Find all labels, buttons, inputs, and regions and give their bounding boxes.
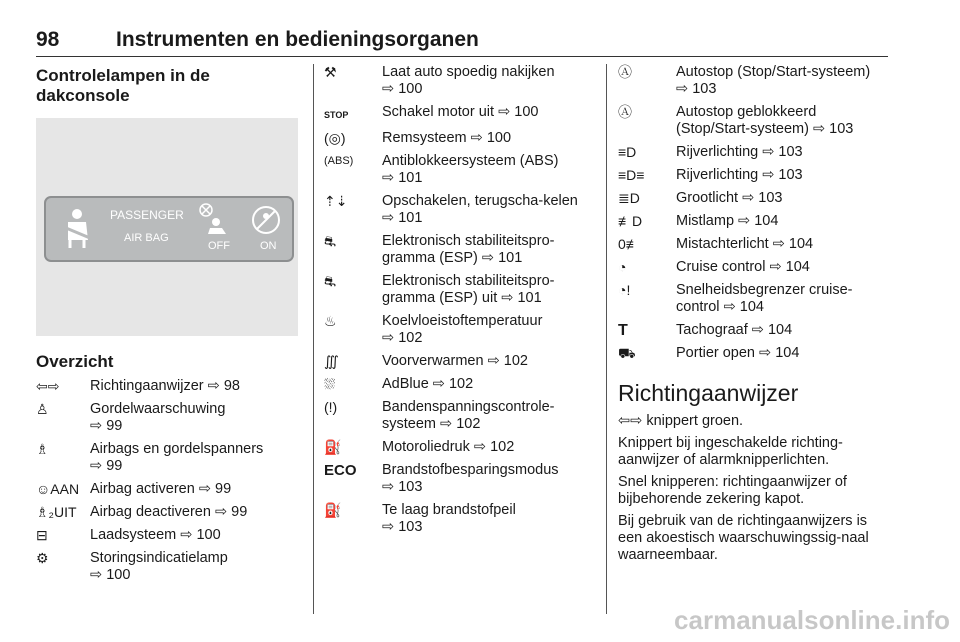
entry-label: AdBlue xyxy=(382,376,429,392)
entry-label: Snelheidsbegrenzer cruise-control xyxy=(676,282,853,315)
ref-arrow-icon: ⇨ xyxy=(498,104,511,120)
list-item xyxy=(618,259,888,276)
ref-arrow-icon: ⇨ xyxy=(762,144,775,160)
page-reference[interactable]: ⇨ 103 xyxy=(762,167,803,183)
page-reference[interactable]: ⇨ 101 xyxy=(382,210,423,226)
page-reference[interactable]: ⇨ 103 xyxy=(382,519,423,535)
airbag-icon: ♗ xyxy=(36,441,49,457)
overview-list xyxy=(36,378,304,584)
entry-label: Bandenspanningscontrole-systeem xyxy=(382,399,555,432)
tachograph-icon: T xyxy=(618,322,628,339)
eco-icon: ECO xyxy=(324,462,357,479)
list-item xyxy=(618,322,888,339)
section-heading: Richtingaanwijzer xyxy=(618,380,799,406)
seatbelt-icon xyxy=(60,208,96,250)
page-reference[interactable]: ⇨ 102 xyxy=(432,376,474,392)
page-reference[interactable]: ⇨ 100 xyxy=(180,527,221,543)
list-item xyxy=(324,313,590,347)
roof-console-photo xyxy=(36,118,298,336)
list-item xyxy=(324,353,590,370)
page-reference[interactable]: ⇨ 103 xyxy=(812,121,854,137)
list-item xyxy=(36,481,304,498)
ref-arrow-icon: ⇨ xyxy=(382,170,395,186)
glow-plug-icon: ∭ xyxy=(324,353,339,369)
page-reference[interactable]: ⇨ 103 xyxy=(742,190,783,206)
chapter-title: Instrumenten en bedieningsorganen xyxy=(116,28,479,51)
ref-arrow-icon: ⇨ xyxy=(90,418,103,434)
overview-heading: Overzicht xyxy=(36,352,114,371)
ref-arrow-icon: ⇨ xyxy=(382,330,395,346)
ref-arrow-icon: ⇨ xyxy=(772,236,785,252)
list-item xyxy=(618,167,888,184)
entry-label: Tachograaf xyxy=(676,322,748,338)
entry-label: Voorverwarmen xyxy=(382,353,484,369)
paragraph: ⇦⇨ knippert groen. xyxy=(618,413,744,429)
page-reference[interactable]: ⇨ 104 xyxy=(738,213,779,229)
page-reference[interactable]: ⇨ 99 xyxy=(198,481,232,497)
entry-label: Te laag brandstofpeil xyxy=(382,502,516,518)
column-divider xyxy=(606,64,607,614)
page-reference[interactable]: ⇨ 100 xyxy=(498,104,539,120)
esp-icon: ⛐ xyxy=(324,233,337,249)
ref-arrow-icon: ⇨ xyxy=(432,376,445,392)
list-item xyxy=(324,153,590,187)
brake-system-icon: (◎) xyxy=(324,130,346,146)
list-item xyxy=(324,376,590,393)
list-item xyxy=(618,190,888,207)
list-item xyxy=(36,401,304,435)
ref-arrow-icon: ⇨ xyxy=(676,81,689,97)
list-item xyxy=(618,345,888,362)
ref-arrow-icon: ⇨ xyxy=(198,481,211,497)
autostop-icon: Ⓐ xyxy=(618,64,632,80)
ref-arrow-icon: ⇨ xyxy=(759,345,772,361)
page-reference[interactable]: ⇨ 100 xyxy=(90,567,131,583)
panel-text-off: OFF xyxy=(208,240,230,252)
ref-arrow-icon: ⇨ xyxy=(180,527,193,543)
list-item xyxy=(36,550,304,584)
list-item xyxy=(324,399,590,433)
page-header xyxy=(36,22,888,57)
entry-label: Antiblokkeersysteem (ABS) xyxy=(382,153,559,169)
panel-text-airbag: AIR BAG xyxy=(124,232,169,244)
fog-lamp-icon: ≢D xyxy=(618,213,643,229)
ref-arrow-icon: ⇨ xyxy=(769,259,782,275)
entry-label: Autostop geblokkeerd (Stop/Start-systeem) xyxy=(676,104,817,137)
battery-icon: ⊟ xyxy=(36,527,48,543)
page-reference[interactable]: ⇨ 103 xyxy=(676,81,717,97)
cruise-control-icon: ◔ xyxy=(618,259,627,275)
entry-label: Airbags en gordelspanners xyxy=(90,441,264,457)
airbag-on-icon: ☺AAN xyxy=(36,481,80,497)
panel-text-on: ON xyxy=(260,240,277,252)
ref-arrow-icon: ⇨ xyxy=(382,519,395,535)
speed-limiter-icon: ◔! xyxy=(618,282,631,298)
entry-label: Mistlamp xyxy=(676,213,735,229)
list-item xyxy=(36,441,304,475)
watermark: carmanualsonline.info xyxy=(674,605,950,635)
list-item xyxy=(324,104,590,124)
entry-label: Laadsysteem xyxy=(90,527,177,543)
page-reference[interactable]: ⇨ 104 xyxy=(769,259,810,275)
page-reference[interactable]: ⇨ 104 xyxy=(751,322,793,338)
door-open-icon: ⛟ xyxy=(618,345,636,361)
page-reference[interactable]: ⇨ 99 xyxy=(214,504,248,520)
entry-label: Airbag deactiveren xyxy=(90,504,211,520)
airbag-off-icon: ♗₂UIT xyxy=(36,504,77,520)
entry-label: Elektronisch stabiliteitspro-gramma (ESP) uit xyxy=(382,273,555,306)
page-reference[interactable]: ⇨ 104 xyxy=(723,299,764,315)
paragraph: Knippert bij ingeschakelde richting-aanwijzer of alarmknipperlichten. xyxy=(618,435,843,468)
ref-arrow-icon: ⇨ xyxy=(501,290,514,306)
low-beam-icon: ≡D xyxy=(618,144,637,160)
ref-arrow-icon: ⇨ xyxy=(742,190,755,206)
entry-label: Remsysteem xyxy=(382,130,467,146)
entry-label: Koelvloeistoftemperatuur xyxy=(382,313,543,329)
ref-arrow-icon: ⇨ xyxy=(382,210,395,226)
list-item xyxy=(618,236,888,253)
ref-arrow-icon: ⇨ xyxy=(723,299,736,315)
oil-pressure-icon: ⛽ xyxy=(324,439,342,455)
list-item xyxy=(36,527,304,544)
airbag-off-icon xyxy=(196,202,232,236)
column-left xyxy=(36,64,304,590)
entry-label: Cruise control xyxy=(676,259,766,275)
list-item xyxy=(618,104,888,138)
ref-arrow-icon: ⇨ xyxy=(762,167,775,183)
seatbelt-reminder-icon: ♙ xyxy=(36,401,49,417)
adblue-icon: ⛆ xyxy=(324,376,336,392)
column-middle xyxy=(324,64,590,542)
page-reference[interactable]: ⇨ 102 xyxy=(487,353,528,369)
list-item xyxy=(324,502,590,536)
entry-label: Schakel motor uit xyxy=(382,104,495,120)
turn-signal-icon: ⇦⇨ xyxy=(36,378,60,394)
ref-arrow-icon: ⇨ xyxy=(751,322,764,338)
list-item xyxy=(618,213,888,230)
ref-arrow-icon: ⇨ xyxy=(473,439,487,455)
stop-icon: STOP xyxy=(324,110,349,120)
entry-label: Laat auto spoedig nakijken xyxy=(382,64,555,80)
ref-arrow-icon: ⇨ xyxy=(470,130,483,146)
entry-label: Grootlicht xyxy=(676,190,739,206)
ref-arrow-icon: ⇨ xyxy=(487,353,500,369)
list-item xyxy=(324,462,590,496)
list-item xyxy=(36,378,304,395)
ref-arrow-icon: ⇨ xyxy=(812,121,826,137)
page-reference[interactable]: ⇨ 101 xyxy=(481,250,523,266)
list-item xyxy=(618,282,888,316)
esp-off-icon: ⛐ xyxy=(324,273,337,289)
column-divider xyxy=(313,64,314,614)
list-item xyxy=(324,130,590,147)
page-reference[interactable]: ⇨ 99 xyxy=(90,418,123,434)
coolant-temperature-icon: ♨ xyxy=(324,313,337,329)
ref-arrow-icon: ⇨ xyxy=(481,250,495,266)
page-reference[interactable]: ⇨ 100 xyxy=(470,130,512,146)
abs-icon: (ABS) xyxy=(324,155,354,167)
page-reference[interactable]: ⇨ 100 xyxy=(382,81,423,97)
list-item xyxy=(324,233,590,267)
autostop-blocked-icon: Ⓐ xyxy=(618,104,632,120)
list-item xyxy=(324,193,590,227)
ref-arrow-icon: ⇨ xyxy=(90,458,103,474)
entry-label: Airbag activeren xyxy=(90,481,195,497)
entry-label: Elektronisch stabiliteitspro-gramma (ESP) xyxy=(382,233,555,266)
page-reference[interactable]: ⇨ 102 xyxy=(382,330,423,346)
page-reference[interactable]: ⇨ 102 xyxy=(440,416,481,432)
page-reference[interactable]: ⇨ 101 xyxy=(382,170,423,186)
list-item xyxy=(618,64,888,98)
page-number: 98 xyxy=(36,28,60,51)
page-reference[interactable]: ⇨ 103 xyxy=(762,144,803,160)
ref-arrow-icon: ⇨ xyxy=(738,213,751,229)
list-item xyxy=(324,273,590,307)
list-item xyxy=(324,439,590,456)
list-item xyxy=(618,144,888,161)
entry-label: Autostop (Stop/Start-systeem) xyxy=(676,64,871,80)
entry-label: Rijverlichting xyxy=(676,144,759,160)
side-lights-icon: ≡D≡ xyxy=(618,167,645,183)
entry-label: Storingsindicatielamp xyxy=(90,550,228,566)
page-reference[interactable]: ⇨ 98 xyxy=(207,378,240,394)
page-reference[interactable]: ⇨ 99 xyxy=(90,458,123,474)
entry-label: Motoroliedruk xyxy=(382,439,470,455)
ref-arrow-icon: ⇨ xyxy=(382,81,395,97)
entry-label: Mistachterlicht xyxy=(676,236,769,252)
page-reference[interactable]: ⇨ 103 xyxy=(382,479,423,495)
ref-arrow-icon: ⇨ xyxy=(214,504,228,520)
entry-label: Rijverlichting xyxy=(676,167,759,183)
list-item xyxy=(36,504,304,521)
entry-label: Brandstofbesparingsmodus xyxy=(382,462,559,478)
tire-pressure-icon: (!) xyxy=(324,399,338,415)
paragraph: Bij gebruik van de richtingaanwijzers is een akoestisch waarschuwingssig-naal waarneembaar. xyxy=(618,513,869,563)
rear-fog-lamp-icon: 0≢ xyxy=(618,236,640,252)
panel-text-passenger: PASSENGER xyxy=(110,208,184,222)
ref-arrow-icon: ⇨ xyxy=(90,567,103,583)
section-heading: Controlelampen in de dakconsole xyxy=(36,66,210,105)
column-right xyxy=(618,64,888,569)
service-wrench-icon: ⚒ xyxy=(324,64,337,80)
engine-malfunction-icon: ⚙ xyxy=(36,550,49,566)
page-reference[interactable]: ⇨ 102 xyxy=(473,439,515,455)
shift-indicator-icon: ⇡⇣ xyxy=(324,193,348,209)
ref-arrow-icon: ⇨ xyxy=(207,378,220,394)
ref-arrow-icon: ⇨ xyxy=(382,479,395,495)
entry-label: Richtingaanwijzer xyxy=(90,378,204,394)
entry-label: Portier open xyxy=(676,345,755,361)
list-item xyxy=(324,64,590,98)
paragraph: Snel knipperen: richtingaanwijzer of bijbehorende zekering kapot. xyxy=(618,474,847,507)
page-reference[interactable]: ⇨ 101 xyxy=(501,290,542,306)
entry-label: Gordelwaarschuwing xyxy=(90,401,226,417)
page-reference[interactable]: ⇨ 104 xyxy=(772,236,814,252)
page-reference[interactable]: ⇨ 104 xyxy=(759,345,800,361)
high-beam-icon: ≣D xyxy=(618,190,640,206)
entry-label: Opschakelen, terugscha-kelen xyxy=(382,193,578,209)
ref-arrow-icon: ⇨ xyxy=(440,416,453,432)
airbag-on-icon xyxy=(250,204,282,236)
low-fuel-icon: ⛽ xyxy=(324,502,342,518)
airbag-indicator-panel xyxy=(44,196,294,262)
